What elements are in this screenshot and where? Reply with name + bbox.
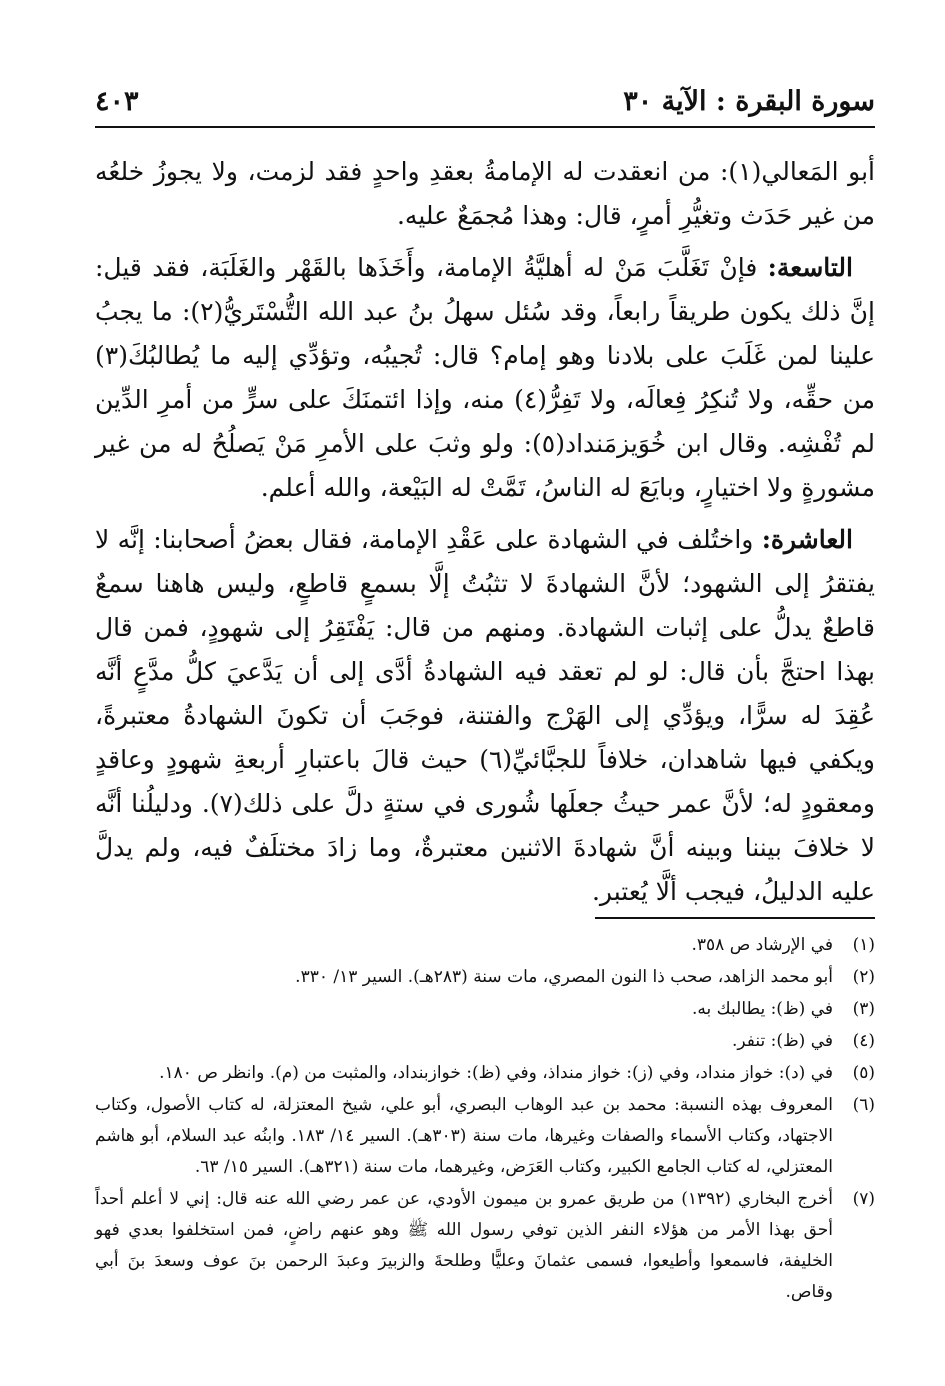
paragraph-text: فإنْ تَغَلَّبَ مَنْ له أهليَّةُ الإمامة، وأَخَذَها بالقَهْر والغَلَبَة، فقد قيل: إنَّ ذلك يكون طريقاً رابعاً، وقد سُئل سهلُ بنُ عبد الله التُّسْتَريُّ(٢): ما يجبُ علينا لمن غَلَبَ على بلادنا وهو إمام؟ قال: تُجيبُه، وتؤدِّي إليه ما يُطالبُكَ(٣) من حقِّه، ولا تُنكِرُ فِعالَه، ولا تَفِرُّ(٤) منه، وإذا ائتمنَكَ على سرٍّ من أمرِ الدِّين لم تُفْشِه. وقال ابن خُوَيزمَنداد(٥): ولو وثبَ على الأمرِ مَنْ يَصلُحُ له من غير مشورةٍ ولا اختيارٍ، وبايَعَ له الناسُ، تَمَّتْ له البَيْعة، والله أعلم. (95, 253, 875, 502)
footnote (95, 1184, 875, 1308)
footnote-text: في (ظ): يطالبك به. (692, 999, 833, 1019)
footnote-number: (١) (852, 935, 875, 955)
footnote-number: (٦) (852, 1095, 875, 1115)
footnote-text: أبو محمد الزاهد، صحب ذا النون المصري، مات سنة (٢٨٣هـ). السير ١٣/ ٣٣٠. (295, 967, 833, 987)
footnote (95, 1058, 875, 1089)
footnote (95, 930, 875, 961)
paragraph-lead: التاسعة: (767, 253, 853, 282)
footnote-text: في (ظ): تنفر. (731, 1031, 833, 1051)
footnote-number: (٢) (852, 967, 875, 987)
footnote (95, 962, 875, 993)
footnote-text: في الإرشاد ص ٣٥٨. (691, 935, 833, 955)
footnote-divider (595, 917, 875, 919)
header-title: سورة البقرة : الآية ٣٠ (623, 86, 875, 117)
footnote-number: (٤) (852, 1031, 875, 1051)
footnote-text: في (د): خواز منداد، وفي (ز): خواز منداذ، وفي (ظ): خوازبنداد، والمثبت من (م). وانظر ص ١٨٠. (159, 1063, 833, 1083)
paragraph-1 (95, 150, 875, 238)
paragraph-text: أبو المَعالي(١): من انعقدت له الإمامةُ بعقدِ واحدٍ فقد لزمت، ولا يجوزُ خلعُه من غير حَدَث وتغيُّرِ أمرٍ، قال: وهذا مُجمَعٌ عليه. (95, 157, 875, 230)
paragraph-lead: العاشرة: (761, 525, 853, 554)
footnote (95, 1026, 875, 1057)
paragraph-ninth (95, 246, 875, 510)
footnotes (95, 930, 875, 1309)
footnote (95, 994, 875, 1025)
footnote-number: (٧) (852, 1189, 875, 1209)
footnote (95, 1090, 875, 1183)
paragraph-tenth (95, 518, 875, 914)
footnote-number: (٣) (852, 999, 875, 1019)
footnote-text: أخرج البخاري (١٣٩٢) من طريق عمرو بن ميمون الأودي، عن عمر رضي الله عنه قال: إني لا أعلم أحداً أحق بهذا الأمر من هؤلاء النفر الذين توفي رسول الله ﷺ وهو عنهم راضٍ، فمن استخلفوا بعدي فهو الخليفة، فاسمعوا وأطيعوا، فسمى عثمانَ وعليًّا وطلحةَ والزبيرَ وعبدَ الرحمن بنَ عوف وسعدَ بنَ أبي وقاص. (95, 1189, 833, 1302)
page-number: ٤٠٣ (95, 86, 139, 117)
main-text (95, 150, 875, 922)
footnote-text: المعروف بهذه النسبة: محمد بن عبد الوهاب البصري، أبو علي، شيخ المعتزلة، له كتاب الأصول، وكتاب الاجتهاد، وكتاب الأسماء والصفات وغيرها، مات سنة (٣٠٣هـ). السير ١٤/ ١٨٣. وابنُه عبد السلام، أبو هاشم المعتزلي، له كتاب الجامع الكبير، وكتاب العَرَض، وغيرهما، مات سنة (٣٢١هـ). السير ١٥/ ٦٣. (95, 1095, 833, 1177)
running-header (95, 82, 875, 128)
footnote-number: (٥) (852, 1063, 875, 1083)
paragraph-text: واختُلف في الشهادة على عَقْدِ الإمامة، فقال بعضُ أصحابنا: إنَّه لا يفتقرُ إلى الشهود؛ لأنَّ الشهادةَ لا تثبُتُ إلَّا بسمعٍ قاطعٍ، وليس هاهنا سمعٌ قاطعٌ يدلُّ على إثبات الشهادة. ومنهم من قال: يَفْتَقِرُ إلى شهودٍ، فمن قال بهذا احتجَّ بأن قال: لو لم تعقد فيه الشهادةُ أدَّى إلى أن يَدَّعيَ كلُّ مدَّعٍ أنَّه عُقِدَ له سرًّا، ويؤدِّي إلى الهَرْج والفتنة، فوجَبَ أن تكونَ الشهادةُ معتبرةً، ويكفي فيها شاهدان، خلافاً للجبَّائيِّ(٦) حيث قالَ باعتبارِ أربعةِ شهودٍ وعاقدٍ ومعقودٍ له؛ لأنَّ عمر حيثُ جعلَها شُورى في ستةٍ دلَّ على ذلك(٧). ودليلُنا أنَّه لا خلافَ بيننا وبينه أنَّ شهادةَ الاثنين معتبرةٌ، وما زادَ مختلَفٌ فيه، ولم يدلَّ عليه الدليلُ، فيجب ألَّا يُعتبر. (95, 525, 875, 906)
